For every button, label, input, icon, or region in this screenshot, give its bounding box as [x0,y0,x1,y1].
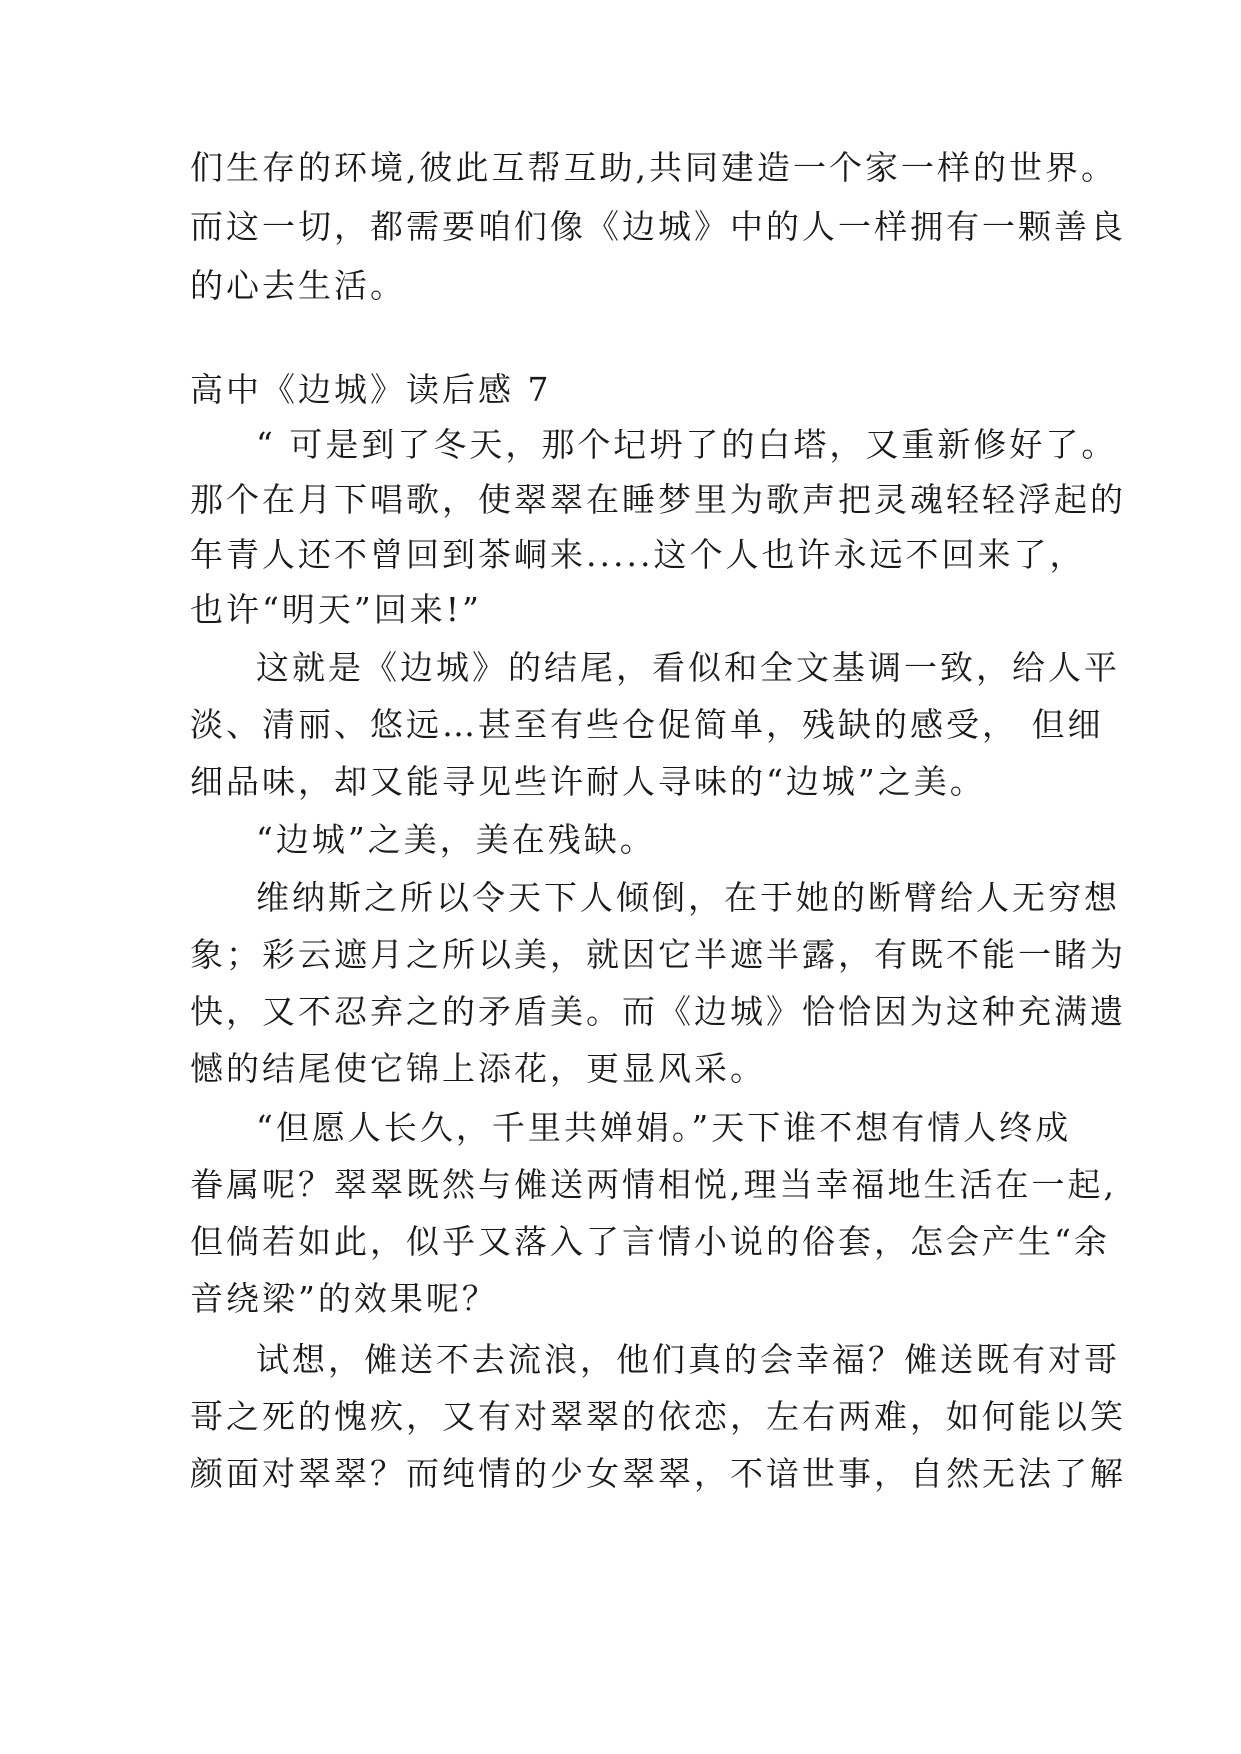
continuation-line-2: 而这一切，都需要咱们像《边城》中的人一样拥有一颗善良 [190,207,1126,246]
ending-line-3: 细品味，却又能寻见些许耐人寻味的“边城”之美。 [190,762,986,801]
venus-line-3: 快，又不忍弃之的矛盾美。而《边城》恰恰因为这种充满遗 [190,992,1126,1031]
section-heading: 高中《边城》读后感 7 [190,370,552,409]
poem-line-2: 眷属呢？翠翠既然与傩送两情相悦,理当幸福地生活在一起, [190,1165,1117,1204]
quote-line-2: 那个在月下唱歌，使翠翠在睡梦里为歌声把灵魂轻轻浮起的 [190,480,1126,519]
ending-line-2: 淡、清丽、悠远…甚至有些仓促简单，残缺的感受， 但细 [190,705,1104,744]
continuation-line-3: 的心去生活。 [190,266,406,305]
poem-line-1: “但愿人长久，千里共婵娟。”天下谁不想有情人终成 [256,1108,1072,1147]
ending-line-1: 这就是《边城》的结尾，看似和全文基调一致，给人平 [256,648,1120,687]
beauty-line-1: “边城”之美，美在残缺。 [256,820,656,859]
quote-line-3: 年青人还不曾回到茶峒来.....这个人也许永远不回来了， [190,535,1086,574]
imagine-line-3: 颜面对翠翠？而纯情的少女翠翠，不谙世事，自然无法了解 [190,1454,1126,1493]
poem-line-3: 但倘若如此，似乎又落入了言情小说的俗套，怎会产生“余 [190,1222,1110,1261]
quote-line-4: 也许“明天”回来!” [190,590,482,629]
venus-line-4: 憾的结尾使它锦上添花，更显风采。 [190,1049,766,1088]
continuation-line-1: 们生存的环境,彼此互帮互助,共同建造一个家一样的世界。 [190,148,1117,187]
quote-line-1: “ 可是到了冬天，那个圮坍了的白塔，又重新修好了。 [256,425,1118,464]
imagine-line-2: 哥之死的愧疚，又有对翠翠的依恋，左右两难，如何能以笑 [190,1397,1126,1436]
imagine-line-1: 试想，傩送不去流浪，他们真的会幸福？傩送既有对哥 [256,1340,1120,1379]
venus-line-1: 维纳斯之所以令天下人倾倒，在于她的断臂给人无穷想 [256,878,1120,917]
poem-line-4: 音绕梁”的效果呢？ [190,1279,498,1318]
venus-line-2: 象；彩云遮月之所以美，就因它半遮半露，有既不能一睹为 [190,935,1126,974]
